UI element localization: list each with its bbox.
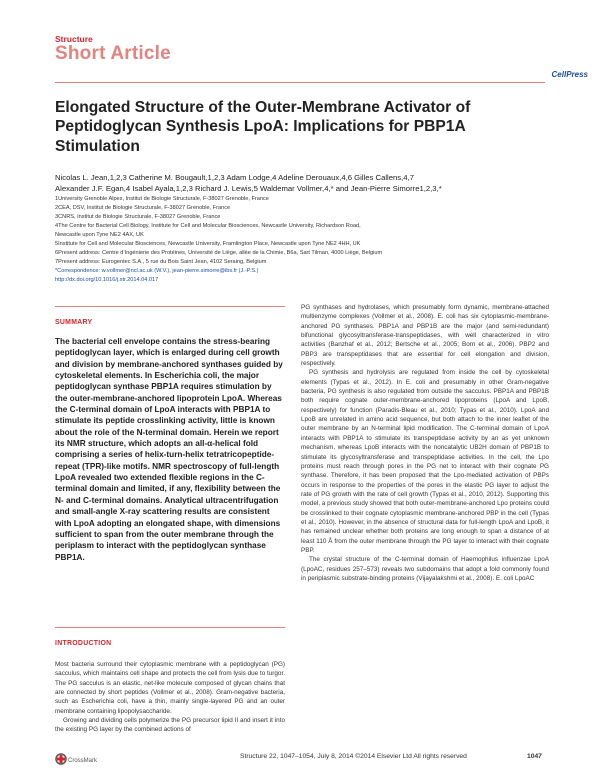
- page-number: 1047: [527, 753, 542, 760]
- affiliation: 4The Centre for Bacterial Cell Biology, Institute for Cell and Molecular Biosciences, Newcastle University, Richardson Road,: [55, 222, 361, 229]
- affiliation: 1University Grenoble Alpes, Institut de Biologie Structurale, F-38027 Grenoble, France: [55, 196, 269, 202]
- correspondence-email-link[interactable]: *Correspondence: w.vollmer@ncl.ac.uk (W.V.), jean-pierre.simorre@ibs.fr (J.-P.S.): [55, 267, 259, 274]
- affiliation: Newcastle upon Tyne NE2 4AX, UK: [55, 231, 144, 238]
- crossmark-icon: [55, 753, 105, 765]
- body-paragraph: The crystal structure of the C-terminal domain of Haemophilus influenzae LpoA (LpoAC, residues 257–573) reveals two subdomains that adopt a fold commonly found in periplasmic substrate-binding proteins (Vijayalakshmi et al., 2008). E. coli LpoAC: [301, 556, 549, 582]
- citation-footer: Structure 22, 1047–1054, July 8, 2014 ©2014 Elsevier Ltd All rights reserved: [240, 753, 467, 760]
- publisher-logo: CellPress: [551, 70, 588, 79]
- right-column-text: [301, 303, 549, 583]
- crossmark-text: CrossMark: [68, 758, 98, 764]
- body-paragraph: PG synthesis and hydrolysis are regulated from inside the cell by cytoskeletal elements (Typas et al., 2012). In E. coli and presumably in other Gram-negative bacteria, PG synthesis is also regulated from outside the sacculus. PBP1A and PBP1B both require cognate outer-membrane-anchored lipoproteins (LpoA and LpoB, respectively) for function (Paradis-Bleau et al., 2010; Typas et al., 2010). LpoA and LpoB are unrelated in amino acid sequence, but both attach to the inner leaflet of the outer membrane by an N-terminal lipid modification. The C-terminal domain of LpoA interacts with PBP1A to stimulate its transpeptidase activity by an as yet unknown mechanism, whereas LpoB interacts with the noncatalytic UB2H domain of PBP1B to stimulate its glycosyltransferase and transpeptidase activities. In the cell, the Lpo proteins must reach through pores in the PG net to interact with their cognate PG synthase. Therefore, it has been proposed that the Lpo-mediated activation of PBPs occurs in response to the properties of the pores in the elastic PG layer to adjust the rate of PG growth with the rate of cell growth (Typas et al., 2010, 2012). Supporting this model, a previous study showed that both outer-membrane-anchored Lpo proteins could be crosslinked to their cognate cytoplasmic membrane-anchored PBP in the cell (Typas et al., 2010). However, in the absence of structural data for full-length LpoA and LpoB, it has remained unclear whether both proteins are long enough to span a distance of at least 110 Å from the outer membrane through the PG layer to interact with their cognate PBP.: [301, 369, 549, 554]
- affiliation: 6Present address: Centre d’Ingénierie des Protéines, Université de Liège, allée de la Chimie, B6a, Sart Tilman, 4000 Liège, Belgium: [55, 249, 383, 256]
- intro-paragraph-1: Most bacteria surround their cytoplasmic membrane with a peptidoglycan (PG) sacculus, which maintains cell shape and protects the cell from lysis due to turgor. The PG sacculus is an elastic, net-like molecule composed of glycan chains that are connected by short peptides (Vollmer et al., 2008). Gram-negative bacteria, such as Escherichia coli, have a thin, mainly single-layered PG and an outer membrane containing lipopolysaccharide.: [55, 661, 285, 715]
- header-divider: [55, 82, 545, 83]
- crossmark-logo[interactable]: [55, 752, 105, 764]
- summary-heading: SUMMARY: [55, 319, 93, 326]
- summary-divider: [55, 306, 285, 307]
- article-title: Elongated Structure of the Outer-Membrane Activator of Peptidoglycan Synthesis LpoA: Implications for PBP1A Stimulation: [55, 99, 471, 155]
- body-paragraph: PG synthases and hydrolases, which presumably form dynamic, membrane-attached multienzyme complexes (Vollmer et al., 2008). E. coli has six cytoplasmic-membrane-anchored PG synthases. PBP1A and PBP1B are the major (and semi-redundant) bifunctional glycosyltransferase-transpeptidases, with well characterized in vitro activities (Banzhaf et al., 2012; Bertsche et al., 2005; Born et al., 2006). PBP2 and PBP3 are transpeptidases that are essential for cell elongation and division, respectively.: [301, 304, 549, 368]
- affiliation: 3CNRS, Institut de Biologie Structurale, F-38027 Grenoble, France: [55, 213, 221, 220]
- intro-divider: [55, 627, 285, 628]
- intro-heading: INTRODUCTION: [55, 640, 112, 647]
- author-list: [55, 173, 545, 194]
- affiliation: 5Institute for Cell and Molecular Biosciences, Newcastle University, Framlington Place, Newcastle upon Tyne NE2 4HH, UK: [55, 240, 361, 247]
- journal-name: Structure: [55, 34, 93, 44]
- affiliations: [55, 195, 555, 285]
- article-type: Short Article: [55, 43, 171, 64]
- affiliation: 7Present address: Eurogentec S.A., 5 rue du Bois Saint Jean, 4102 Seraing, Belgium: [55, 258, 267, 265]
- author-line-1: Nicolas L. Jean,1,2,3 Catherine M. Bougault,1,2,3 Adam Lodge,4 Adeline Derouaux,4,6 Gilles Callens,4,7: [55, 173, 414, 182]
- author-line-2: Alexander J.F. Egan,4 Isabel Ayala,1,2,3 Richard J. Lewis,5 Waldemar Vollmer,4,* and Jean-Pierre Simorre1,2,3,*: [55, 183, 442, 193]
- intro-text: [55, 660, 285, 735]
- summary-text: The bacterial cell envelope contains the stress-bearing peptidoglycan layer, which is enlarged during cell growth and division by membrane-anchored synthases guided by cytoskeletal elements. In Escherichia coli, the major peptidoglycan synthase PBP1A requires stimulation by the outer-membrane-anchored lipoprotein LpoA. Whereas the C-terminal domain of LpoA interacts with PBP1A to stimulate its peptide crosslinking activity, little is known about the role of the N-terminal domain. Herein we report its NMR structure, which adopts an all-α-helical fold comprising a series of helix-turn-helix tetratricopeptide-repeat (TPR)-like motifs. NMR spectroscopy of full-length LpoA revealed two extended flexible regions in the C-terminal domain and limited, if any, flexibility between the N- and C-terminal domains. Analytical ultracentrifugation and small-angle X-ray scattering results are consistent with LpoA adopting an elongated shape, with dimensions sufficient to span from the outer membrane through the periplasm to interact with the peptidoglycan synthase PBP1A.: [55, 337, 283, 562]
- intro-paragraph-2: Growing and dividing cells polymerize the PG precursor lipid II and insert it into the existing PG layer by the combined actions of: [55, 717, 285, 734]
- doi-link[interactable]: http://dx.doi.org/10.1016/j.str.2014.04.017: [55, 276, 159, 283]
- affiliation: 2CEA, DSV, Institut de Biologie Structurale, F-38027 Grenoble, France: [55, 204, 231, 211]
